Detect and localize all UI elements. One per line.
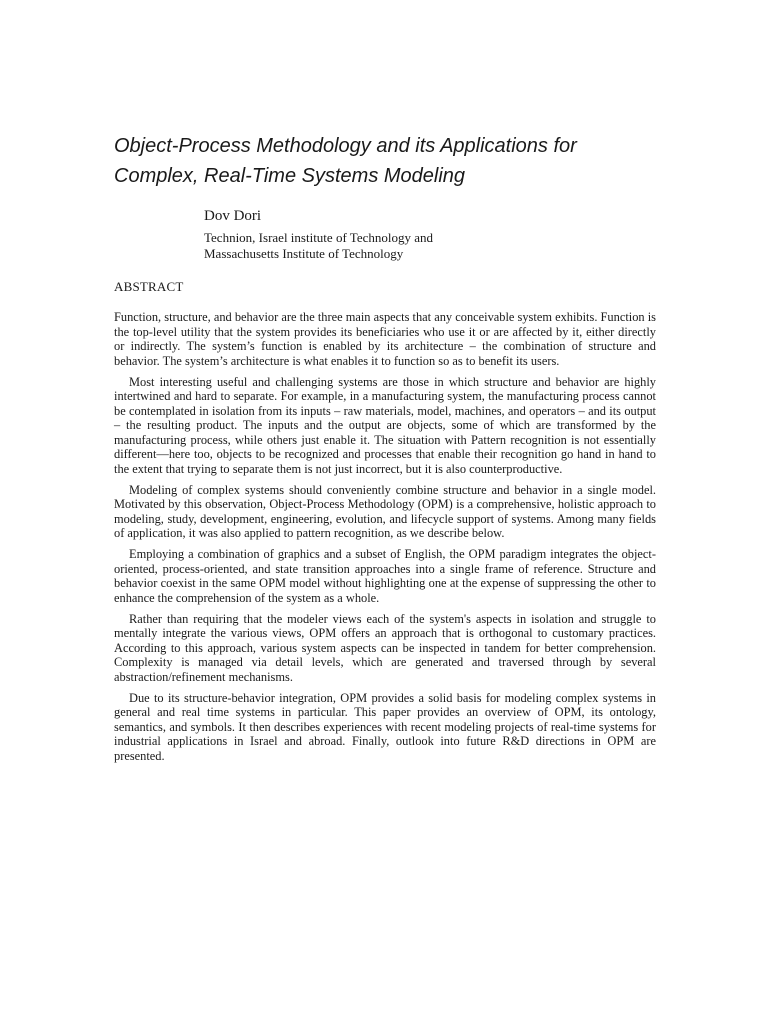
affiliation-line: Technion, Israel institute of Technology and xyxy=(204,230,433,245)
title-line: Complex, Real-Time Systems Modeling xyxy=(114,165,466,187)
abstract-paragraph: Most interesting useful and challenging systems are those in which structure and behavior are highly intertwined and hard to separate. For example, in a manufacturing system, the manufacturing process cannot be contemplated in isolation from its inputs – raw materials, model, machines, and operators – and its output – the resulting product. The inputs and the output are objects, some of which are transformed by the manufacturing process, while others just enable it. The situation with Pattern recognition is not essentially different—here too, objects to be recognized and processes that enable their recognition go hand in hand to the extent that trying to separate them is not just incorrect, but it is also counterproductive. xyxy=(114,374,656,476)
title-line: Object-Process Methodology and its Applications for xyxy=(114,135,577,157)
abstract-paragraph: Function, structure, and behavior are the three main aspects that any conceivable system exhibits. Function is the top-level utility that the system provides its beneficiaries who use it or are affected by it, either directly or indirectly. The system’s function is enabled by its architecture – the combination of structure and behavior. The system’s architecture is what enables it to function so as to benefit its users. xyxy=(114,310,656,368)
abstract-heading: ABSTRACT xyxy=(114,279,184,294)
paper-title xyxy=(114,131,674,191)
abstract-paragraph: Due to its structure-behavior integration, OPM provides a solid basis for modeling complex systems in general and real time systems in particular. This paper provides an overview of OPM, its ontology, semantics, and symbols. It then describes experiences with recent modeling projects of real-time systems for industrial applications in Israel and abroad. Finally, outlook into future R&D directions in OPM are presented. xyxy=(114,690,656,763)
abstract-paragraph: Modeling of complex systems should conveniently combine structure and behavior in a single model. Motivated by this observation, Object-Process Methodology (OPM) is a comprehensive, holistic approach to modeling, study, development, engineering, evolution, and lifecycle support of systems. Among many fields of application, it was also applied to pattern recognition, as we describe below. xyxy=(114,482,656,540)
abstract-body xyxy=(114,310,656,770)
abstract-paragraph: Rather than requiring that the modeler views each of the system's aspects in isolation and struggle to mentally integrate the various views, OPM offers an approach that is orthogonal to customary practices. According to this approach, various system aspects can be inspected in tandem for better comprehension. Complexity is managed via detail levels, which are generated and traversed through by several abstraction/refinement mechanisms. xyxy=(114,611,656,684)
abstract-paragraph: Employing a combination of graphics and a subset of English, the OPM paradigm integrates the object-oriented, process-oriented, and state transition approaches into a single frame of reference. Structure and behavior coexist in the same OPM model without highlighting one at the expense of suppressing the other to enhance the comprehension of the system as a whole. xyxy=(114,547,656,605)
author-name: Dov Dori xyxy=(204,208,262,224)
affiliation-line: Massachusetts Institute of Technology xyxy=(204,246,404,261)
author-affiliation xyxy=(204,230,433,262)
